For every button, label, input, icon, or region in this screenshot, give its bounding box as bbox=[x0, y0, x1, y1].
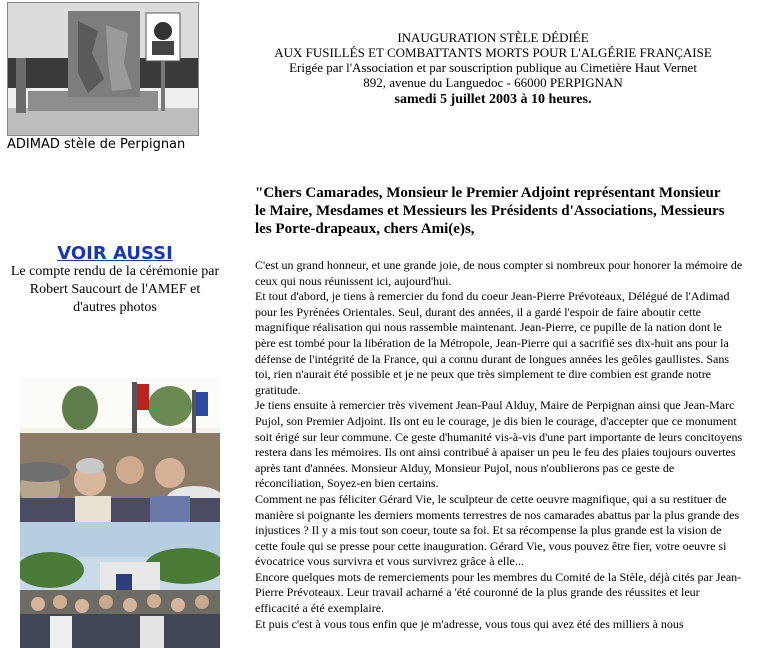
speech-paragraph: C'est un grand honneur, et une grande joie, de nous compter si nombreux pour honorer la mémoire de ceux qui nous réunissent ici, aujourd'hui. bbox=[255, 258, 743, 288]
header-line-1: INAUGURATION STÈLE DÉDIÉE bbox=[397, 30, 589, 45]
speech-paragraph: Comment ne pas féliciter Gérard Vie, le sculpteur de cette oeuvre magnifique, qui a su restituer de manière si poignante les derniers moments terrestres de nos camarades abattus par la plus grande des injustices ? Il y a mis tout son coeur, toute sa foi. Et sa récompense la plus grande est la vision de cette foule qui se presse pour cette inauguration. Gérard Vie, vous pouvez être fier, votre oeuvre si évocatrice vous survivra et vous survivrez grâce à elle... bbox=[255, 491, 740, 569]
speech-salutation: "Chers Camarades, Monsieur le Premier Adjoint représentant Monsieur le Maire, Mesdames et Messieurs les Présidents d'Associations, Messieurs les Porte-drapeaux, chers Ami(e)s, bbox=[255, 185, 725, 237]
ceremony-gathering-photo bbox=[20, 522, 220, 648]
speech-paragraph: Et tout d'abord, je tiens à remercier du fond du coeur Jean-Pierre Prévoteaux, Délégué de l'Adimad pour les Pyrénées Orientales. Seul, durant des années, il a gardé l'espoir de faire aboutir cette magnifique réalisation qui nous rassemble maintenant. Jean-Pierre, ce pupille de la nation dont le père est tombé pour la libération de la Métropole, Jean-Pierre qui a sacrifié ses dix-huit ans pour la défense de l'intégrité de la France, qui a connu durant de longues années les geôles gaullistes. Sans toi, rien n'aurait été possible et je ne peux que très simplement te dire combien est grande notre gratitude. bbox=[255, 289, 730, 397]
stele-photo bbox=[7, 2, 199, 136]
crowd-photo-drawing bbox=[20, 378, 220, 523]
stele-photo-drawing bbox=[8, 3, 198, 135]
speech-paragraph: Et puis c'est à vous tous enfin que je m'adresse, vous tous qui avez été des milliers à nous bbox=[255, 616, 684, 631]
header-line-4: 892, avenue du Languedoc - 66000 PERPIGNAN bbox=[363, 75, 623, 90]
speech-body bbox=[255, 258, 745, 632]
header-line-2: AUX FUSILLÉS ET COMBATTANTS MORTS POUR L'ALGÉRIE FRANÇAISE bbox=[274, 45, 712, 60]
voir-aussi-description: Le compte rendu de la cérémonie par Robert Saucourt de l'AMEF et d'autres photos bbox=[10, 264, 220, 315]
voir-aussi-link[interactable]: VOIR AUSSI bbox=[57, 243, 173, 264]
speech-paragraph: Encore quelques mots de remerciements pour les membres du Comité de la Stèle, déjà cités par Jean-Pierre Prévoteaux. Leur travail acharné a 'été couronné de la plus grande des réussites et leur efficacité a été exemplaire. bbox=[255, 569, 742, 616]
ceremony-date: samedi 5 juillet 2003 à 10 heures. bbox=[394, 92, 592, 107]
stele-photo-caption: ADIMAD stèle de Perpignan bbox=[7, 137, 186, 152]
gathering-photo-drawing bbox=[20, 522, 220, 648]
speech-paragraph: Je tiens ensuite à remercier très vivement Jean-Paul Alduy, Maire de Perpignan ainsi que Jean-Marc Pujol, son Premier Adjoint. Ils ont eu le courage, je dis bien le courage, d'accepter que ce monument soit érigé sur leur commune. Ce geste d'humanité vis-à-vis d'une part importante de leurs concitoyens restera dans les mémoires. Ils ont ainsi contribué à apaiser un peu le feu des plaies toujours ouvertes après tant d'années. Monsieur Alduy, Monsieur Pujol, nous n'oublierons pas ce geste de réconciliation, Soyez-en bien certains. bbox=[255, 398, 743, 491]
header-line-3: Erigée par l'Association et par souscription publique au Cimetière Haut Vernet bbox=[289, 60, 697, 75]
ceremony-crowd-photo bbox=[20, 378, 220, 523]
inauguration-header bbox=[248, 30, 738, 107]
